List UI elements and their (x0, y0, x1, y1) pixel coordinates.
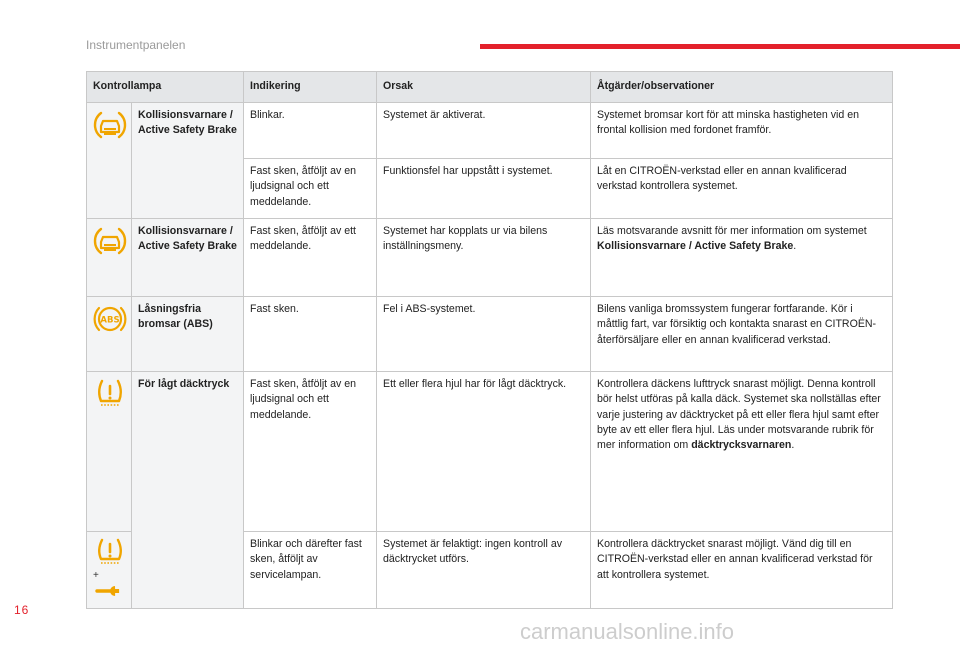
cause-cell: Systemet är felaktigt: ingen kontroll av däcktrycket utförs. (377, 532, 591, 609)
abs-icon (93, 302, 127, 336)
svg-text:ABS: ABS (100, 315, 120, 326)
page-number: 16 (14, 603, 30, 617)
cause-cell: Systemet har kopplats ur via bilens inställningsmeny. (377, 219, 591, 297)
table-row (87, 372, 893, 532)
cause-cell: Fel i ABS-systemet. (377, 297, 591, 372)
table-header-row (87, 72, 893, 103)
action-cell: Bilens vanliga bromssystem fungerar fortfarande. Kör i måttlig fart, var försiktig och kontakta snarast en CITROËN-återförsäljare eller en annan kvalificerad verkstad. (591, 297, 893, 372)
action-cell: Kontrollera däckens lufttryck snarast möjligt. Denna kontroll bör helst utföras på kalla däck. Systemet ska nollställas efter varje justering av däcktrycket på ett eller flera hjul samt efter byte av ett eller flera hjul. Läs under motsvarande rubrik för mer information om däcktrycksvarnaren. (591, 372, 893, 532)
warning-light-name: För lågt däcktryck (132, 372, 244, 609)
cause-cell: Systemet är aktiverat. (377, 103, 591, 159)
table-row (87, 103, 893, 159)
column-header-warning-light: Kontrollampa (87, 72, 244, 103)
cause-cell: Ett eller flera hjul har för lågt däcktryck. (377, 372, 591, 532)
action-cell: Kontrollera däcktrycket snarast möjligt. Vänd dig till en CITROËN-verkstad eller en annan kvalificerad verkstad för att kontrollera systemet. (591, 532, 893, 609)
wrench-icon (93, 581, 127, 597)
indication-cell: Blinkar och därefter fast sken, åtföljt av servicelampan. (244, 532, 377, 609)
icon-cell (87, 532, 132, 609)
cause-cell: Funktionsfel har uppstått i systemet. (377, 159, 591, 219)
warning-light-name: Låsningsfria bromsar (ABS) (132, 297, 244, 372)
indication-cell: Fast sken, åtföljt av en ljudsignal och ett meddelande. (244, 159, 377, 219)
watermark: carmanualsonline.info (520, 619, 735, 644)
tyre-pressure-icon (93, 538, 127, 566)
icon-cell (87, 297, 132, 372)
warning-lights-table (86, 71, 893, 609)
warning-light-name: Kollisionsvarnare / Active Safety Brake (132, 103, 244, 219)
table-row (87, 219, 893, 297)
column-header-action: Åtgärder/observationer (591, 72, 893, 103)
section-title: Instrumentpanelen (86, 38, 186, 52)
table-row (87, 297, 893, 372)
column-header-cause: Orsak (377, 72, 591, 103)
header-accent-bar (480, 44, 960, 49)
indication-cell: Fast sken, åtföljt av ett meddelande. (244, 219, 377, 297)
indication-cell: Fast sken. (244, 297, 377, 372)
icon-cell (87, 103, 132, 219)
collision-warning-icon (93, 108, 127, 142)
column-header-indication: Indikering (244, 72, 377, 103)
action-cell: Systemet bromsar kort för att minska hastigheten vid en frontal kollision med fordonet framför. (591, 103, 893, 159)
icon-cell (87, 372, 132, 532)
plus-sign: + (93, 570, 99, 582)
action-cell: Låt en CITROËN-verkstad eller en annan kvalificerad verkstad kontrollera systemet. (591, 159, 893, 219)
indication-cell: Fast sken, åtföljt av en ljudsignal och ett meddelande. (244, 372, 377, 532)
action-cell: Läs motsvarande avsnitt för mer information om systemet Kollisionsvarnare / Active Safety Brake. (591, 219, 893, 297)
tyre-pressure-icon (93, 377, 127, 411)
indication-cell: Blinkar. (244, 103, 377, 159)
icon-cell (87, 219, 132, 297)
warning-light-name: Kollisionsvarnare / Active Safety Brake (132, 219, 244, 297)
collision-warning-icon (93, 224, 127, 258)
